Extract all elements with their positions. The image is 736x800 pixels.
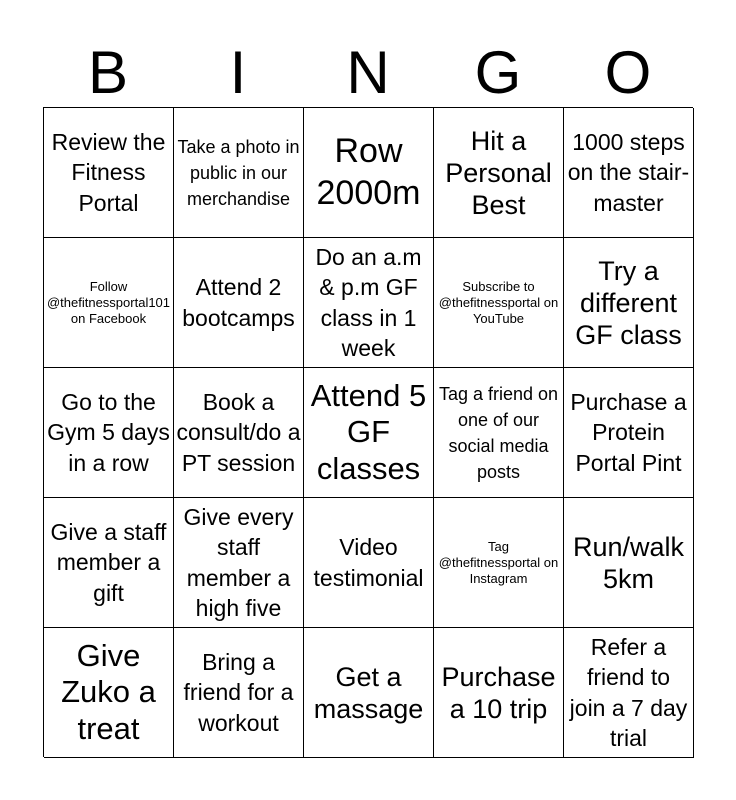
bingo-cell[interactable] <box>304 368 434 498</box>
bingo-cell-text: Tag @thefitnessportal on Instagram <box>438 538 559 586</box>
bingo-cell[interactable] <box>44 368 174 498</box>
bingo-cell[interactable] <box>564 498 694 628</box>
bingo-grid <box>43 107 693 757</box>
bingo-cell-text: Attend 2 bootcamps <box>182 274 295 331</box>
bingo-cell[interactable] <box>564 108 694 238</box>
bingo-cell[interactable] <box>564 368 694 498</box>
bingo-cell-text: 1000 steps on the stair-master <box>567 128 690 216</box>
bingo-cell[interactable] <box>44 238 174 368</box>
bingo-cell[interactable] <box>304 238 434 368</box>
bingo-cell[interactable] <box>434 238 564 368</box>
header-letter-o: O <box>604 39 652 106</box>
bingo-cell-text: Purchase a Protein Portal Pint <box>570 388 687 476</box>
bingo-cell-text: Do an a.m & p.m GF class in 1 week <box>315 243 422 361</box>
bingo-cell[interactable] <box>304 108 434 238</box>
bingo-cell-text: Row 2000m <box>316 132 421 212</box>
bingo-cell-text: Tag a friend on one of our social media posts <box>438 383 559 482</box>
bingo-cell[interactable] <box>564 238 694 368</box>
bingo-cell-text: Give Zuko a treat <box>61 637 156 746</box>
header-letter-n: N <box>346 39 390 106</box>
bingo-cell-text: Give every staff member a high five <box>183 503 294 621</box>
bingo-cell[interactable] <box>174 108 304 238</box>
header-letter-g: G <box>474 39 522 106</box>
bingo-cell-text: Review the Fitness Portal <box>51 128 166 216</box>
bingo-cell-text: Purchase a 10 trip <box>441 661 556 724</box>
bingo-cell[interactable] <box>434 368 564 498</box>
bingo-cell[interactable] <box>44 498 174 628</box>
bingo-cell[interactable] <box>304 628 434 758</box>
bingo-cell-text: Take a photo in public in our merchandise <box>177 136 300 209</box>
bingo-cell-text: Video testimonial <box>313 534 424 591</box>
bingo-cell[interactable] <box>174 498 304 628</box>
bingo-cell-text: Hit a Personal Best <box>445 125 552 220</box>
bingo-cell-text: Try a different GF class <box>575 255 682 350</box>
bingo-cell-text: Follow @thefitnessportal101 on Facebook <box>46 278 171 326</box>
bingo-cell-text: Refer a friend to join a 7 day trial <box>569 633 688 751</box>
bingo-cell[interactable] <box>44 108 174 238</box>
bingo-cell[interactable] <box>434 498 564 628</box>
bingo-cell-text: Go to the Gym 5 days in a row <box>47 388 170 476</box>
bingo-cell[interactable] <box>174 368 304 498</box>
bingo-cell-text: Give a staff member a gift <box>50 518 167 606</box>
bingo-cell[interactable] <box>564 628 694 758</box>
bingo-cell-text: Bring a friend for a workout <box>183 648 294 736</box>
bingo-cell[interactable] <box>434 108 564 238</box>
bingo-cell-text: Run/walk 5km <box>572 531 685 594</box>
bingo-cell[interactable] <box>434 628 564 758</box>
header-letter-i: I <box>229 39 247 106</box>
bingo-cell[interactable] <box>44 628 174 758</box>
bingo-header <box>43 40 693 106</box>
bingo-cell-text: Get a massage <box>313 661 424 724</box>
bingo-cell-text: Attend 5 GF classes <box>310 377 427 486</box>
bingo-cell-text: Subscribe to @thefitnessportal on YouTube <box>438 278 559 326</box>
bingo-cell-text: Book a consult/do a PT session <box>176 388 301 476</box>
bingo-cell[interactable] <box>174 628 304 758</box>
bingo-cell[interactable] <box>174 238 304 368</box>
header-letter-b: B <box>87 39 129 106</box>
bingo-cell[interactable] <box>304 498 434 628</box>
